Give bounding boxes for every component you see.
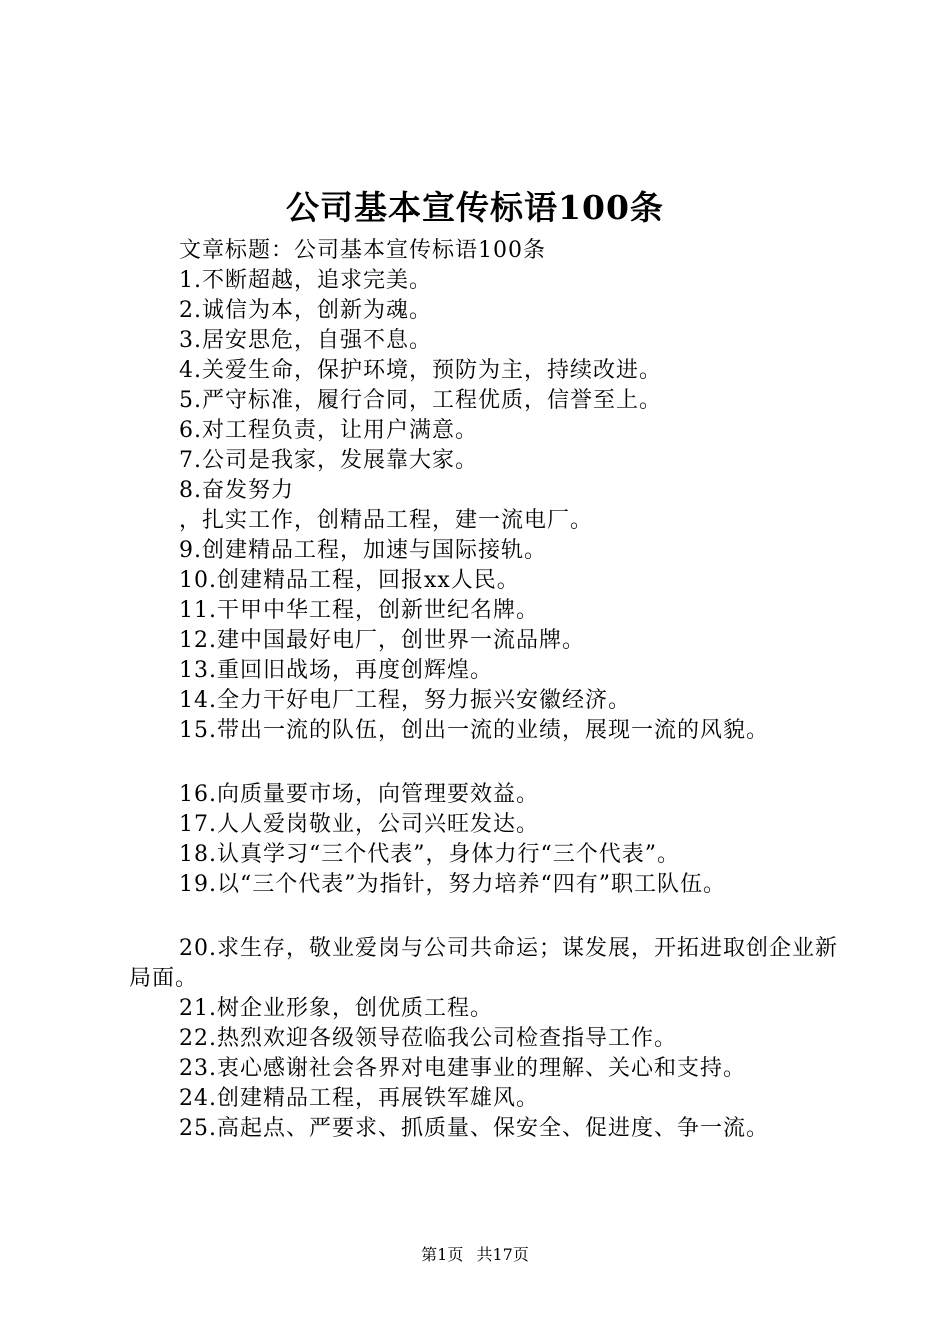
page-number: 第1页 bbox=[421, 1245, 464, 1264]
slogan-line: 12.建中国最好电厂，创世界一流品牌。 bbox=[179, 628, 585, 653]
slogan-line: 5.严守标准，履行合同，工程优质，信誉至上。 bbox=[179, 388, 662, 413]
document-body bbox=[129, 236, 849, 1144]
slogan-line: 14.全力干好电厂工程，努力振兴安徽经济。 bbox=[179, 688, 631, 713]
article-title-line: 文章标题：公司基本宣传标语100条 bbox=[179, 238, 546, 263]
slogan-line: 18.认真学习“三个代表”，身体力行“三个代表”。 bbox=[179, 842, 680, 867]
slogan-line: 21.树企业形象，创优质工程。 bbox=[179, 996, 493, 1021]
slogan-line: 7.公司是我家，发展靠大家。 bbox=[179, 448, 478, 473]
slogan-line: 6.对工程负责，让用户满意。 bbox=[179, 418, 478, 443]
slogan-line: 15.带出一流的队伍，创出一流的业绩，展现一流的风貌。 bbox=[179, 718, 769, 743]
slogan-line: 8.奋发努力 bbox=[179, 478, 294, 503]
slogan-line: 11.干甲中华工程，创新世纪名牌。 bbox=[179, 598, 539, 623]
slogan-line: 9.创建精品工程，加速与国际接轨。 bbox=[179, 538, 547, 563]
slogan-line: 10.创建精品工程，回报xx人民。 bbox=[179, 568, 520, 593]
slogan-paragraph: 20.求生存，敬业爱岗与公司共命运；谋发展，开拓进取创企业新局面。 bbox=[129, 936, 838, 991]
paragraph-gap bbox=[129, 746, 849, 780]
slogan-line: 1.不断超越，追求完美。 bbox=[179, 268, 432, 293]
slogan-line: 2.诚信为本，创新为魂。 bbox=[179, 298, 432, 323]
slogan-line: 3.居安思危，自强不息。 bbox=[179, 328, 432, 353]
slogan-line: 25.高起点、严要求、抓质量、保安全、促进度、争一流。 bbox=[179, 1116, 769, 1141]
slogan-line: 17.人人爱岗敬业，公司兴旺发达。 bbox=[179, 812, 539, 837]
slogan-line: 23.衷心感谢社会各界对电建事业的理解、关心和支持。 bbox=[179, 1056, 746, 1081]
slogan-line: 13.重回旧战场，再度创辉煌。 bbox=[179, 658, 493, 683]
slogan-line: 24.创建精品工程，再展铁军雄风。 bbox=[179, 1086, 539, 1111]
page-total: 共17页 bbox=[476, 1245, 529, 1264]
document-title: 公司基本宣传标语100条 bbox=[286, 188, 664, 227]
page-footer bbox=[0, 1244, 950, 1266]
slogan-line: 4.关爱生命，保护环境，预防为主，持续改进。 bbox=[179, 358, 662, 383]
slogan-line: 19.以“三个代表”为指针，努力培养“四有”职工队伍。 bbox=[179, 872, 726, 897]
slogan-line: 22.热烈欢迎各级领导莅临我公司检查指导工作。 bbox=[179, 1026, 677, 1051]
slogan-line: ，扎实工作，创精品工程，建一流电厂。 bbox=[179, 508, 594, 533]
slogan-line: 16.向质量要市场，向管理要效益。 bbox=[179, 782, 539, 807]
paragraph-gap bbox=[129, 900, 849, 934]
